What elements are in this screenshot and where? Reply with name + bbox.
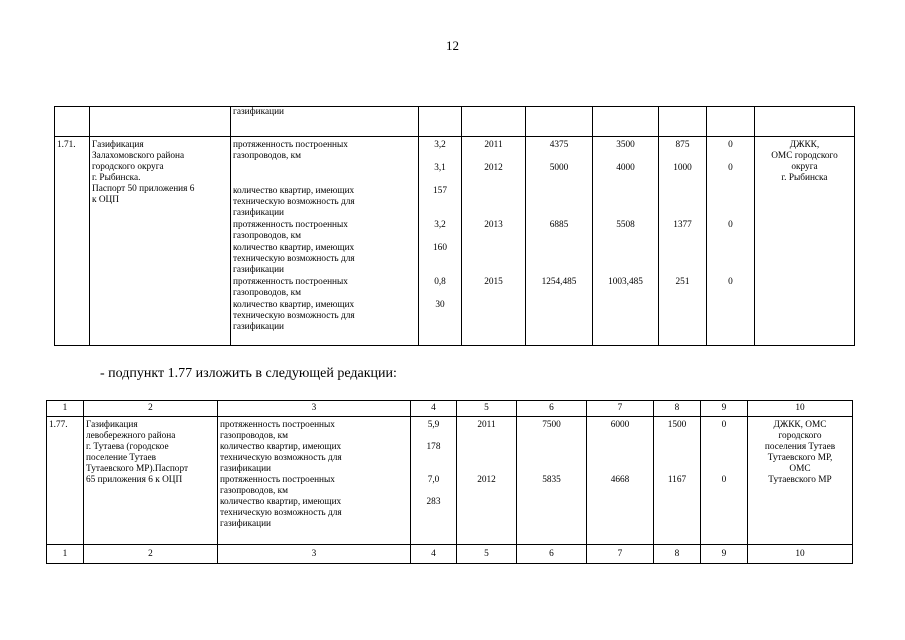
table-row [55, 107, 855, 137]
value-line [589, 431, 651, 442]
value-line [459, 519, 514, 530]
indicator-total [528, 243, 590, 277]
value-line [703, 519, 745, 530]
value-line [703, 453, 745, 464]
indicator-v1 [595, 300, 656, 334]
table-cell [755, 107, 855, 137]
column-number-cell: 6 [517, 545, 587, 564]
indicator-v2: 1000 [673, 163, 692, 173]
item-name: Газификация левобережного района г. Тутаева (городское поселение Тутаев Тутаевского МР).Паспорт 65 приложения 6 к ОЦП [84, 417, 218, 545]
value-line [656, 431, 698, 442]
value-line: 0 [721, 475, 727, 485]
value-line [459, 464, 514, 475]
item-name: Газификация Залахомовского района городского округа г. Рыбинска. Паспорт 50 приложения 6 к ОЦП [90, 137, 231, 346]
value-line [413, 508, 454, 519]
table-cell [526, 107, 593, 137]
value-line [519, 453, 584, 464]
indicator-v1: 5508 [616, 220, 635, 230]
indicator-text [233, 163, 416, 186]
value-line [589, 442, 651, 453]
values-cell [411, 417, 457, 545]
value-line [519, 442, 584, 453]
indicator-year: 2012 [484, 163, 503, 173]
column-number-cell: 6 [517, 401, 587, 417]
value-line [703, 431, 745, 442]
indicator-v2 [661, 186, 704, 220]
indicator-v3: 0 [728, 277, 733, 287]
column-number-cell: 8 [654, 545, 701, 564]
indicators-cell: протяженность построенных газопроводов, км количество квартир, имеющих техническую возможность для газификации протяженность построенных газопроводов, км количество квартир, имеющих техническую возможность для газификации [218, 417, 411, 545]
column-number-cell: 4 [411, 545, 457, 564]
value-line: 5835 [542, 475, 561, 485]
value-line [656, 508, 698, 519]
indicator-value: 30 [435, 300, 445, 310]
indicator-v3 [709, 186, 752, 220]
page-number: 12 [446, 38, 459, 53]
indicator-year: 2013 [484, 220, 503, 230]
v2-cell [659, 137, 707, 346]
indicator-v1: 4000 [616, 163, 635, 173]
table-row [55, 137, 855, 346]
table-cell [55, 107, 90, 137]
indicator-v2 [661, 300, 704, 334]
indicator-text: количество квартир, имеющих техническую возможность для газификации [233, 186, 355, 218]
indicator-total: 6885 [549, 220, 569, 230]
indicator-value: 157 [433, 186, 447, 196]
indicator-v2: 875 [675, 140, 690, 150]
value-line [656, 519, 698, 530]
indicator-total: 4375 [549, 140, 569, 150]
indicator-v3 [709, 243, 752, 277]
value-line [656, 497, 698, 508]
indicator-value: 3,2 [434, 220, 446, 230]
values-cell [419, 137, 462, 346]
value-line [656, 453, 698, 464]
indicator-text: протяженность построенных газопроводов, км [233, 220, 348, 241]
table-header-row [47, 401, 853, 417]
totals-cell [526, 137, 593, 346]
indicator-year: 2011 [484, 140, 503, 150]
indicator-value: 3,1 [434, 163, 446, 173]
column-number-cell: 3 [218, 545, 411, 564]
column-number-cell: 10 [748, 545, 853, 564]
column-number-cell: 5 [457, 401, 517, 417]
column-number-cell: 7 [587, 401, 654, 417]
indicator-value: 0,8 [434, 277, 446, 287]
value-line [413, 464, 454, 475]
indicator-value: 3,2 [434, 140, 446, 150]
value-line [703, 497, 745, 508]
table-cell [707, 107, 755, 137]
indicator-v3 [709, 300, 752, 334]
indicator-year [464, 300, 523, 334]
column-number-cell: 1 [47, 545, 84, 564]
value-line [703, 508, 745, 519]
indicator-year: 2015 [484, 277, 503, 287]
column-number-cell: 7 [587, 545, 654, 564]
indicator-v3: 0 [728, 220, 733, 230]
years-cell [462, 137, 526, 346]
column-number-cell: 9 [701, 545, 748, 564]
table-continuation [54, 106, 855, 346]
indicator-text: протяженность построенных газопроводов, км [233, 140, 348, 161]
indicator-v1: 3500 [616, 140, 635, 150]
value-line: 2011 [477, 420, 496, 430]
indicator-v2: 251 [675, 277, 690, 287]
value-line [589, 453, 651, 464]
column-number-cell: 4 [411, 401, 457, 417]
table-new-edition [46, 400, 853, 564]
value-line [519, 464, 584, 475]
indicator-v2: 1377 [673, 220, 692, 230]
value-line [459, 497, 514, 508]
value-line: 0 [721, 420, 727, 430]
v1-cell [593, 137, 659, 346]
value-line: 5,9 [427, 420, 440, 430]
value-line [459, 486, 514, 497]
years-cell [457, 417, 517, 545]
indicator-total [528, 300, 590, 334]
value-line [519, 508, 584, 519]
value-line [703, 442, 745, 453]
column-number-cell: 3 [218, 401, 411, 417]
indicator-year [464, 243, 523, 277]
value-line [656, 442, 698, 453]
indicator-total: 5000 [549, 163, 569, 173]
value-line [656, 486, 698, 497]
indicator-cell: газификации [231, 107, 419, 137]
indicator-total: 1254,485 [541, 277, 577, 287]
v2-cell [654, 417, 701, 545]
column-number-cell: 2 [84, 401, 218, 417]
indicators-cell [231, 137, 419, 346]
value-line [519, 519, 584, 530]
value-line [519, 486, 584, 497]
value-line [589, 486, 651, 497]
value-line [589, 464, 651, 475]
item-number: 1.71. [55, 137, 90, 346]
indicator-v1: 1003,485 [608, 277, 643, 287]
column-number-cell: 1 [47, 401, 84, 417]
value-line: 7500 [542, 420, 561, 430]
value-line [459, 442, 514, 453]
value-line: 2012 [477, 475, 496, 485]
table-footer-row [47, 545, 853, 564]
column-number-cell: 8 [654, 401, 701, 417]
table-cell [462, 107, 526, 137]
value-line: 1167 [667, 475, 687, 485]
table-cell [419, 107, 462, 137]
value-line [703, 464, 745, 475]
v1-cell [587, 417, 654, 545]
indicator-v1 [595, 186, 656, 220]
column-number-cell: 2 [84, 545, 218, 564]
instruction-text: - подпункт 1.77 изложить в следующей редакции: [100, 366, 397, 381]
column-number-cell: 9 [701, 401, 748, 417]
column-number-cell: 5 [457, 545, 517, 564]
value-line: 1500 [667, 420, 687, 430]
value-line [656, 464, 698, 475]
indicator-value: 160 [433, 243, 447, 253]
value-line [413, 486, 454, 497]
indicator-v3: 0 [728, 163, 733, 173]
executor-cell: ДЖКК, ОМС городского поселения Тутаев Тутаевского МР, ОМС Тутаевского МР [748, 417, 853, 545]
value-line [519, 431, 584, 442]
value-line [413, 431, 454, 442]
value-line [413, 519, 454, 530]
totals-cell [517, 417, 587, 545]
indicator-text: количество квартир, имеющих техническую возможность для газификации [233, 243, 355, 275]
indicator-v2 [661, 243, 704, 277]
value-line [703, 486, 745, 497]
v3-cell [701, 417, 748, 545]
value-line [459, 508, 514, 519]
value-line [589, 519, 651, 530]
indicator-text: количество квартир, имеющих техническую возможность для газификации [233, 300, 355, 332]
column-number-cell: 10 [748, 401, 853, 417]
table-cell [593, 107, 659, 137]
indicator-total [528, 186, 590, 220]
value-line: 7,0 [427, 475, 440, 485]
indicator-year [464, 186, 523, 220]
executor-cell: ДЖКК, ОМС городского округа г. Рыбинска [755, 137, 855, 346]
indicator-v3: 0 [728, 140, 733, 150]
value-line: 283 [426, 497, 441, 507]
value-line [589, 508, 651, 519]
value-line [459, 431, 514, 442]
value-line [459, 453, 514, 464]
table-cell [90, 107, 231, 137]
value-line [413, 453, 454, 464]
value-line [589, 497, 651, 508]
value-line: 178 [426, 442, 441, 452]
value-line: 6000 [610, 420, 630, 430]
item-number: 1.77. [47, 417, 84, 545]
table-cell [659, 107, 707, 137]
value-line: 4668 [610, 475, 630, 485]
indicator-v1 [595, 243, 656, 277]
v3-cell [707, 137, 755, 346]
value-line [519, 497, 584, 508]
table-row [47, 417, 853, 545]
indicator-text: протяженность построенных газопроводов, км [233, 277, 348, 298]
